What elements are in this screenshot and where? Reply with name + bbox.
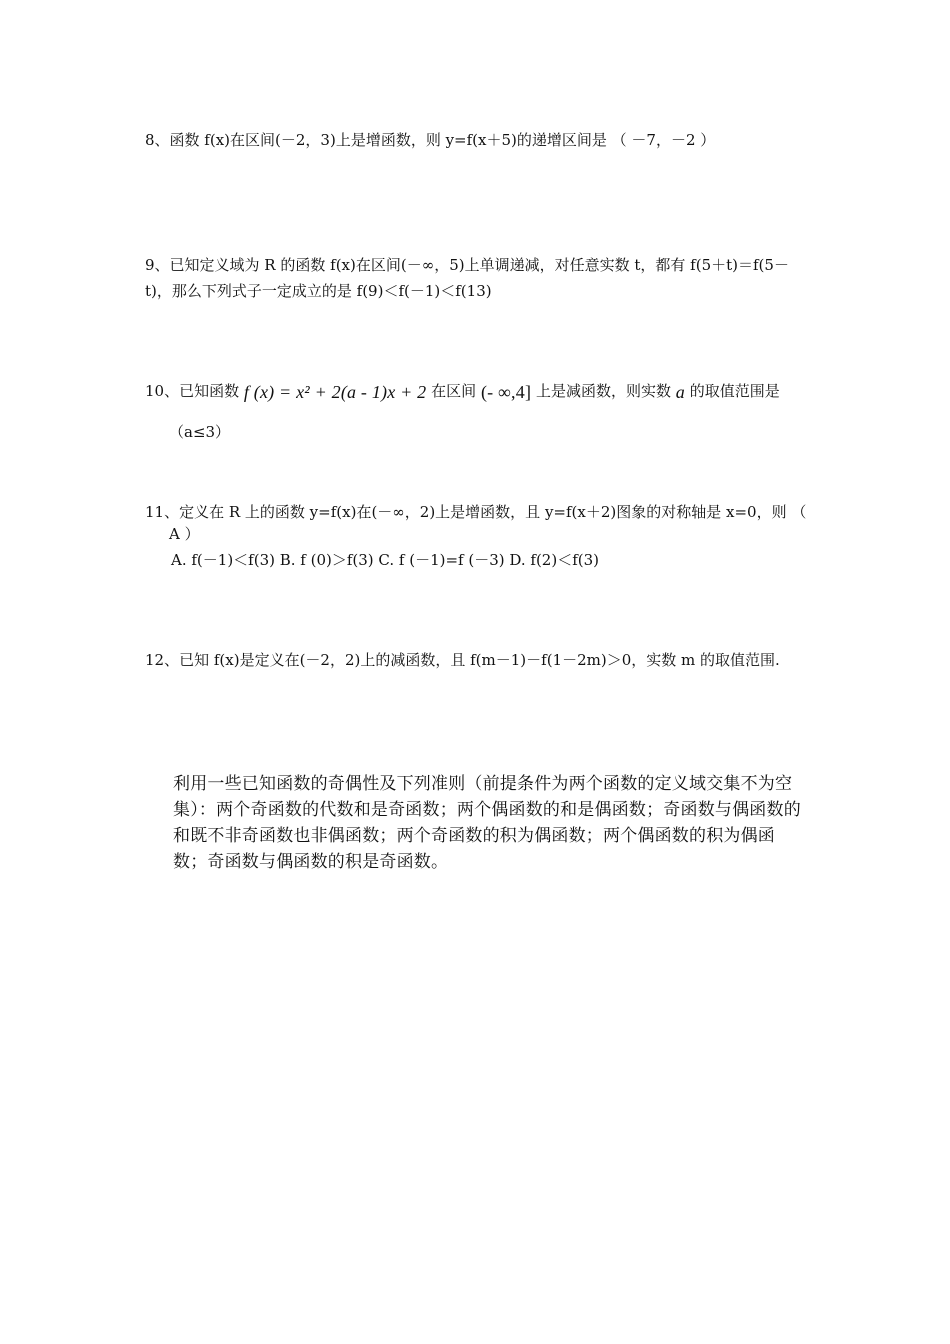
question-8-text: 8、函数 f(x)在区间(－2，3)上是增函数，则 y=f(x＋5)的递增区间是 （ －7，－2 ） [145, 131, 716, 149]
question-10-var: a [675, 382, 685, 402]
question-12-text: 12、已知 f(x)是定义在(－2，2)上的减函数，且 f(m－1)－f(1－2m)＞0，实数 m 的取值范围. [145, 651, 780, 669]
question-9-line-2: t)，那么下列式子一定成立的是 f(9)＜f(－1)＜f(13) [145, 282, 492, 300]
question-11-options: A. f(－1)＜f(3) B. f (0)＞f(3) C. f (－1)=f (－3) D. f(2)＜f(3) [171, 551, 600, 569]
question-10-prefix: 10、已知函数 [145, 382, 240, 400]
question-9 [145, 252, 810, 304]
parity-rules-paragraph: 利用一些已知函数的奇偶性及下列准则（前提条件为两个函数的定义域交集不为空集）：两个奇函数的代数和是奇函数；两个偶函数的和是偶函数；奇函数与偶函数的和既不非奇函数也非偶函数；两个奇函数的积为偶函数；两个偶函数的积为偶函数；奇函数与偶函数的积是奇函数。 [173, 774, 801, 872]
question-10-answer: （a≤3） [169, 423, 231, 441]
question-10-formula: f (x) = x² + 2(a - 1)x + 2 [243, 382, 427, 402]
question-10 [145, 377, 810, 446]
question-10-interval: (- ∞,4] [480, 382, 532, 402]
question-11-line-1: 11、定义在 R 上的函数 y=f(x)在(－∞，2)上是增函数，且 y=f(x＋2)图象的对称轴是 x=0，则 （ [145, 503, 807, 521]
question-11 [145, 499, 810, 573]
question-12 [145, 647, 810, 673]
question-9-line-1: 9、已知定义域为 R 的函数 f(x)在区间(－∞，5)上单调递减，对任意实数 t，都有 f(5＋t)＝f(5－ [145, 256, 789, 274]
question-10-middle: 在区间 [431, 382, 477, 400]
question-10-tail: 的取值范围是 [689, 382, 780, 400]
question-10-suffix: 上是减函数，则实数 [535, 382, 671, 400]
question-8 [145, 127, 810, 153]
question-11-line-2: A ） [169, 525, 200, 543]
